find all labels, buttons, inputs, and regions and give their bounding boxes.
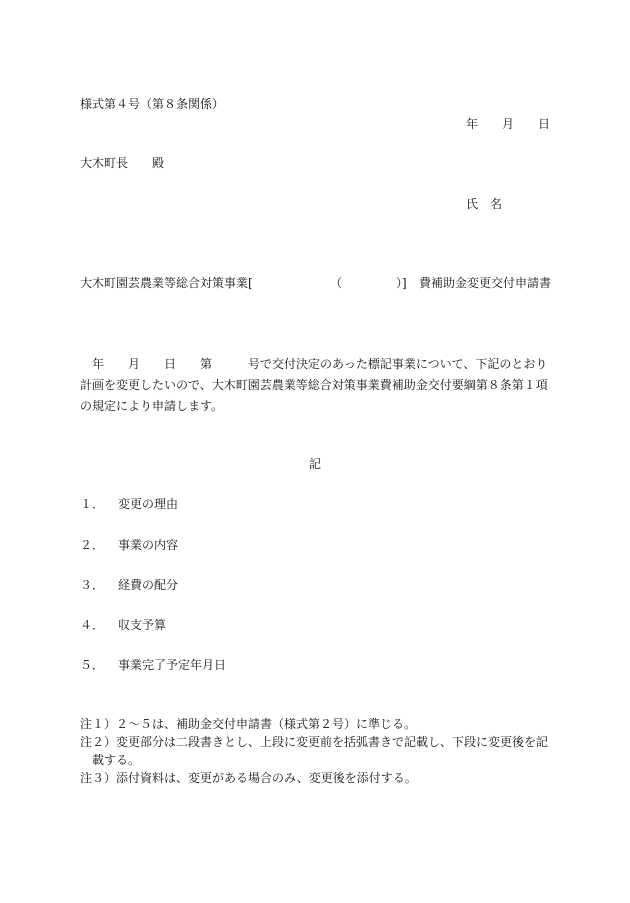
item-label: 事業完了予定年月日: [118, 658, 227, 672]
item-number: ３．: [80, 578, 105, 592]
list-item: [80, 496, 178, 512]
title-prefix: 大木町園芸農業等総合対策事業[: [80, 276, 253, 290]
form-number: 様式第４号（第８条関係）: [80, 97, 225, 111]
addressee: 大木町長 殿: [80, 156, 165, 170]
list-item: [80, 657, 226, 673]
notes: [80, 715, 560, 787]
item-label: 経費の配分: [118, 578, 179, 592]
body-line: 計画を変更したいので、大木町園芸農業等総合対策事業費補助金交付要綱第８条第１項: [80, 378, 548, 392]
date-line: 年 月 日: [466, 117, 551, 131]
ki-heading: 記: [309, 457, 322, 471]
item-label: 収支予算: [118, 618, 167, 632]
note-line: 載する。: [80, 753, 141, 767]
item-number: ２．: [80, 538, 105, 552]
list-item: [80, 537, 178, 553]
title-suffix: 費補助金変更交付申請書: [419, 276, 552, 290]
item-number: ４．: [80, 618, 105, 632]
note-line: 注３）添付資料は、変更がある場合のみ、変更後を添付する。: [80, 771, 417, 785]
item-label: 事業の内容: [118, 538, 179, 552]
item-label: 変更の理由: [118, 497, 179, 511]
applicant-name-label: 氏 名: [466, 197, 503, 211]
title-paren-open: （: [330, 276, 343, 290]
body-line: の規定により申請します。: [80, 399, 224, 413]
note-line: 注１）２～５は、補助金交付申請書（様式第２号）に準じる。: [80, 717, 417, 731]
list-item: [80, 577, 178, 593]
body-paragraph: [80, 354, 560, 417]
list-item: [80, 617, 166, 633]
note-line: 注２）変更部分は二段書きとし、上段に変更前を括弧書きで記載し、下段に変更後を記: [80, 735, 549, 749]
body-line: 年 月 日 第 号で交付決定のあった標記事業について、下記のとおり: [80, 357, 548, 371]
title-paren-close: ）]: [396, 276, 407, 290]
item-number: ５．: [80, 658, 105, 672]
item-number: １．: [80, 497, 105, 511]
